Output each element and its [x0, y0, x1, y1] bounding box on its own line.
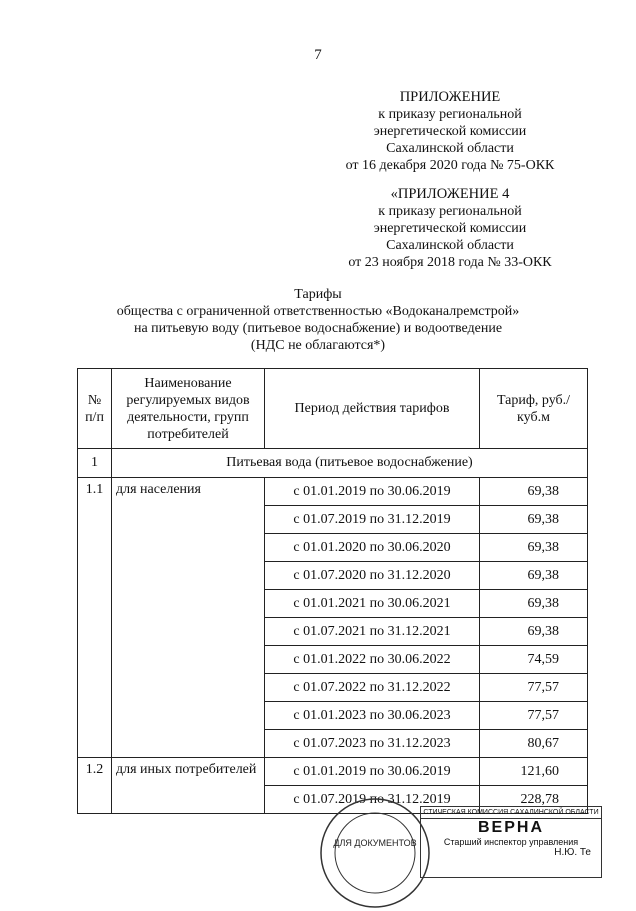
- stamp-line: ВЕРНА: [477, 819, 544, 836]
- tariff-cell: 69,38: [480, 478, 588, 506]
- tariff-cell: 121,60: [480, 758, 588, 786]
- section-title: Питьевая вода (питьевое водоснабжение): [112, 449, 588, 478]
- group-name: для иных потребителей: [112, 758, 265, 814]
- title-line: Тарифы: [294, 287, 342, 302]
- title-line: (НДС не облагаются*): [250, 338, 386, 353]
- period-cell: с 01.01.2022 по 30.06.2022: [265, 646, 480, 674]
- period-cell: с 01.07.2019 по 31.12.2019: [265, 786, 480, 814]
- tariff-cell: 80,67: [480, 730, 588, 758]
- tariff-cell: 69,38: [480, 534, 588, 562]
- period-cell: с 01.07.2023 по 31.12.2023: [265, 730, 480, 758]
- tariff-cell: 69,38: [480, 618, 588, 646]
- tariff-cell: 69,38: [480, 506, 588, 534]
- tariff-table: [77, 368, 588, 814]
- appendix-current-line: к приказу региональной: [378, 107, 522, 122]
- period-cell: с 01.01.2021 по 30.06.2021: [265, 590, 480, 618]
- appendix-previous: [300, 186, 600, 271]
- period-cell: с 01.01.2019 по 30.06.2019: [265, 478, 480, 506]
- section-num: 1: [78, 449, 112, 478]
- appendix-previous-line: от 23 ноября 2018 года № 33-ОКК: [348, 255, 552, 270]
- table-row: [78, 478, 588, 506]
- period-cell: с 01.01.2019 по 30.06.2019: [265, 758, 480, 786]
- tariff-cell: 77,57: [480, 702, 588, 730]
- page-number: 7: [314, 47, 322, 63]
- appendix-current-line: Сахалинской области: [386, 141, 514, 156]
- appendix-previous-line: энергетической комиссии: [373, 221, 527, 236]
- period-cell: с 01.07.2019 по 31.12.2019: [265, 506, 480, 534]
- period-cell: с 01.01.2023 по 30.06.2023: [265, 702, 480, 730]
- group-num: 1.2: [78, 758, 112, 814]
- header-period: Период действия тарифов: [265, 369, 480, 449]
- period-cell: с 01.07.2021 по 31.12.2021: [265, 618, 480, 646]
- tariff-cell: 77,57: [480, 674, 588, 702]
- tariff-cell: 228,78: [480, 786, 588, 814]
- stamp-line: Старший инспектор управления: [443, 837, 579, 847]
- tariff-cell: 69,38: [480, 562, 588, 590]
- tariff-cell: 74,59: [480, 646, 588, 674]
- period-cell: с 01.01.2020 по 30.06.2020: [265, 534, 480, 562]
- title-line: общества с ограниченной ответственностью «Водоканалремстрой»: [116, 304, 520, 319]
- header-name: Наименование регулируемых видов деятельности, групп потребителей: [112, 369, 265, 449]
- round-stamp: [318, 796, 433, 911]
- certification-stamp: [420, 806, 602, 878]
- group-num: 1.1: [78, 478, 112, 758]
- period-cell: с 01.07.2020 по 31.12.2020: [265, 562, 480, 590]
- appendix-current: [300, 89, 600, 174]
- period-cell: с 01.07.2022 по 31.12.2022: [265, 674, 480, 702]
- appendix-current-line: энергетической комиссии: [373, 124, 527, 139]
- stamp-line: СТИЧЕСКАЯ КОМИССИЯ САХАЛИНСКОЙ ОБЛАСТИ: [421, 807, 601, 819]
- document-title: [40, 286, 596, 354]
- appendix-current-line: от 16 декабря 2020 года № 75-ОКК: [345, 158, 555, 173]
- table-header-row: [78, 369, 588, 449]
- title-line: на питьевую воду (питьевое водоснабжение) и водоотведение: [133, 321, 503, 336]
- appendix-previous-line: к приказу региональной: [378, 204, 522, 219]
- table-row: [78, 758, 588, 786]
- header-num: № п/п: [78, 369, 112, 449]
- appendix-current-line: ПРИЛОЖЕНИЕ: [399, 89, 501, 105]
- appendix-previous-line: «ПРИЛОЖЕНИЕ 4: [390, 186, 510, 202]
- header-tariff: Тариф, руб./куб.м: [480, 369, 588, 449]
- appendix-previous-line: Сахалинской области: [386, 238, 514, 253]
- tariff-cell: 69,38: [480, 590, 588, 618]
- stamp-line: Н.Ю. Те: [554, 847, 591, 858]
- stamp-text: ДЛЯ ДОКУМЕНТОВ: [333, 838, 417, 848]
- group-name: для населения: [112, 478, 265, 758]
- section-row: [78, 449, 588, 478]
